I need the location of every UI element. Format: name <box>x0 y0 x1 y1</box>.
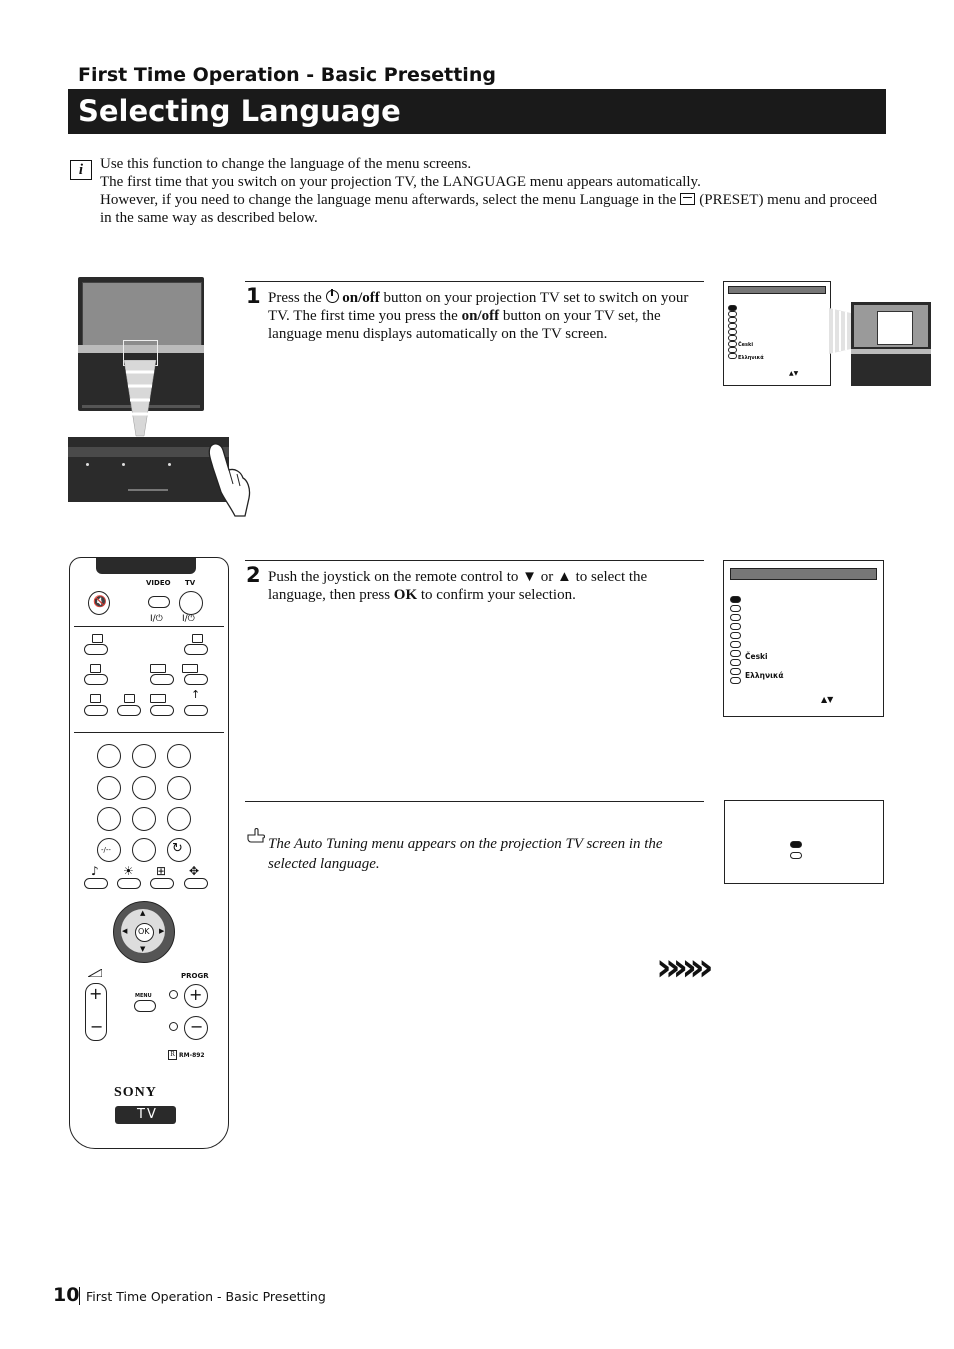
arrow-right-icon: ▶ <box>159 927 165 935</box>
teletext-icon <box>90 664 101 673</box>
projection-tv-small-illustration <box>851 302 931 386</box>
page-title-bar <box>68 89 886 134</box>
zoom-indicator <box>122 360 162 440</box>
registered-icon: R <box>168 1050 177 1060</box>
ok-label: OK <box>138 927 150 936</box>
sound-mode-icon: ♪ <box>91 864 99 878</box>
tv-label: TV <box>185 579 196 587</box>
intro-text <box>100 155 890 227</box>
volume-icon <box>88 969 102 977</box>
number-button[interactable] <box>97 744 121 768</box>
number-button[interactable] <box>132 838 156 862</box>
continue-arrows-icon: »»» <box>656 945 706 989</box>
screen-icon <box>92 634 103 643</box>
teletext-page-icon <box>169 990 178 999</box>
remote-function-button[interactable] <box>150 674 174 685</box>
intro-line: Use this function to change the language of the menu screens. <box>100 156 472 172</box>
position-icon: ✥ <box>189 864 200 878</box>
step-text: button on your TV set, the language menu displays automatically on the TV screen. <box>268 308 661 342</box>
intro-line-part: However, if you need to change the language menu afterwards, select the menu Language in the <box>100 192 677 208</box>
info-icon: i <box>70 160 92 180</box>
arrow-down-icon: ▼ <box>140 945 146 953</box>
program-down-icon: − <box>190 1017 204 1036</box>
arrow-up-icon: ▲ <box>140 909 146 917</box>
wide-mode-icon: ⊞ <box>156 864 167 878</box>
footer-section-title: First Time Operation - Basic Presetting <box>86 1289 326 1304</box>
footer-divider <box>79 1287 80 1305</box>
note-text: The Auto Tuning menu appears on the projection TV screen in the selected language. <box>268 836 663 872</box>
volume-up-icon: + <box>89 984 103 1003</box>
number-button[interactable] <box>167 776 191 800</box>
menu-language-label: Ελληνικά <box>745 671 784 680</box>
model-label: RM-892 <box>179 1052 205 1059</box>
remote-function-button[interactable] <box>184 644 208 655</box>
menu-label: MENU <box>135 993 152 999</box>
language-menu-small <box>723 281 831 386</box>
mute-icon: 🔇 <box>93 595 107 608</box>
jump-icon: ↻ <box>172 841 183 856</box>
step-divider <box>245 281 704 282</box>
button-name: on/off <box>342 290 380 306</box>
power-symbol: I/⏻ <box>150 614 163 624</box>
menu-nav-arrows: ▲▼ <box>821 695 834 704</box>
progr-label: PROGR <box>181 972 209 980</box>
power-symbol: I/⏻ <box>182 614 195 624</box>
step-text: to confirm your selection. <box>420 587 576 603</box>
remote-function-button[interactable] <box>150 705 174 716</box>
menu-language-label: Česki <box>738 342 754 348</box>
tv-power-button[interactable] <box>179 591 203 615</box>
teletext-index-icon <box>124 694 135 703</box>
intro-line: The first time that you switch on your projection TV, the LANGUAGE menu appears automatically. <box>100 174 701 190</box>
volume-down-icon: − <box>90 1017 104 1036</box>
remote-function-button[interactable] <box>184 705 208 716</box>
button-name: on/off <box>461 308 500 324</box>
number-button[interactable] <box>167 807 191 831</box>
auto-tuning-menu <box>724 800 884 884</box>
remote-function-button[interactable] <box>84 644 108 655</box>
remote-control <box>69 557 229 1149</box>
number-button[interactable] <box>132 744 156 768</box>
joystick[interactable] <box>113 901 175 963</box>
page-title: Selecting Language <box>78 94 401 128</box>
remote-function-button[interactable] <box>117 705 141 716</box>
hand-pressing-icon <box>205 440 255 520</box>
step-number: 1 <box>246 284 261 308</box>
remote-function-button[interactable] <box>117 878 141 889</box>
language-menu <box>723 560 884 717</box>
remote-function-button[interactable] <box>184 878 208 889</box>
program-up-icon: + <box>189 985 203 1004</box>
remote-function-button[interactable] <box>84 878 108 889</box>
preset-menu-icon <box>680 193 695 205</box>
remote-function-button[interactable] <box>150 878 174 889</box>
note-divider <box>245 801 704 802</box>
arrow-up-icon: ↑ <box>191 688 201 701</box>
video-power-button[interactable] <box>148 596 170 608</box>
picture-adjust-icon: ☀ <box>123 864 134 878</box>
step-number: 2 <box>246 563 261 587</box>
step-1-text <box>268 289 698 343</box>
menu-language-label: Česki <box>745 652 768 661</box>
remote-function-button[interactable] <box>184 674 208 685</box>
number-button[interactable] <box>97 807 121 831</box>
picture-mode-icon <box>150 664 166 673</box>
power-icon <box>326 290 339 303</box>
double-digit-label: -/-- <box>101 846 111 854</box>
info-icon <box>192 634 203 643</box>
tv-badge-label: TV <box>137 1107 158 1122</box>
step-divider <box>245 560 704 561</box>
step-text: Press the <box>268 290 322 306</box>
number-button[interactable] <box>132 776 156 800</box>
number-button[interactable] <box>97 776 121 800</box>
intro-line-part: (PRESET) menu and proceed in the same way as described below. <box>100 192 878 226</box>
video-label: VIDEO <box>146 579 171 587</box>
step-text: button on your projection TV set to switch on your TV. The first time you press the <box>268 290 689 324</box>
menu-language-label: Ελληνικά <box>738 355 764 361</box>
number-button[interactable] <box>132 807 156 831</box>
remote-function-button[interactable] <box>84 705 108 716</box>
arrow-left-icon: ◀ <box>122 927 128 935</box>
step-text: Push the joystick on the remote control to ▼ or ▲ to select the language, then press <box>268 569 648 603</box>
hand-pointer-icon <box>246 827 266 845</box>
button-name: OK <box>393 587 418 603</box>
section-title: First Time Operation - Basic Presetting <box>78 64 496 86</box>
page-number: 10 <box>53 1284 80 1306</box>
remote-function-button[interactable] <box>84 674 108 685</box>
step-2-text <box>268 568 698 604</box>
input-select-icon <box>182 664 198 673</box>
menu-button[interactable] <box>134 1000 156 1012</box>
brand-logo: SONY <box>114 1085 157 1100</box>
intro-line <box>100 191 890 227</box>
menu-nav-arrows: ▲▼ <box>789 370 799 377</box>
contrast-icon <box>150 694 166 703</box>
teletext-mode-icon <box>90 694 101 703</box>
tv-badge <box>115 1106 176 1124</box>
teletext-page-icon <box>169 1022 178 1031</box>
number-button[interactable] <box>167 744 191 768</box>
